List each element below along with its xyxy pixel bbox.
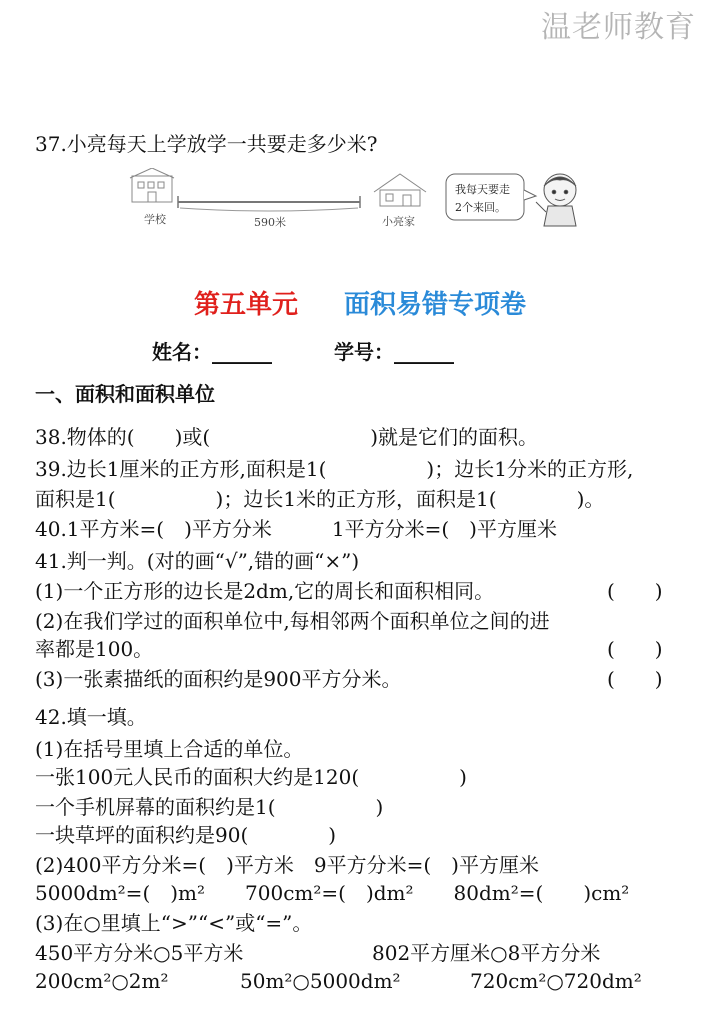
- boy-icon: [536, 174, 576, 226]
- question-39-line-2: 面积是1( )；边长1米的正方形，面积是1( )。: [35, 487, 605, 511]
- question-42-2a: (2)400平方分米=( )平方米 9平方分米=( )平方厘米: [35, 853, 539, 877]
- section-heading: 一、面积和面积单位: [35, 382, 215, 406]
- bubble-line-2: 2个来回。: [455, 201, 506, 214]
- question-40: 40.1平方米=( )平方分米 1平方分米=( )平方厘米: [35, 517, 557, 541]
- distance-label: 590米: [254, 216, 286, 229]
- school-icon: [130, 168, 174, 202]
- question-42-1a: 一张100元人民币的面积大约是120( ): [35, 765, 467, 789]
- answer-paren-41-3[interactable]: ( ): [607, 667, 663, 691]
- question-42-1: (1)在括号里填上合适的单位。: [35, 737, 304, 761]
- compare-1-left: 450平方分米○5平方米: [35, 941, 244, 965]
- question-42-1c: 一块草坪的面积约是90( ): [35, 823, 337, 847]
- question-37: 37.小亮每天上学放学一共要走多少米?: [35, 132, 378, 156]
- question-41: 41.判一判。(对的画“√”,错的画“×”): [35, 549, 360, 573]
- answer-paren-41-2[interactable]: ( ): [607, 637, 663, 661]
- name-field[interactable]: 姓名：______: [152, 340, 272, 364]
- question-41-2-line-2: 率都是100。: [35, 637, 154, 661]
- distance-figure: [128, 168, 588, 234]
- watermark: 温老师教育: [541, 10, 696, 45]
- id-field[interactable]: 学号：______: [334, 340, 454, 364]
- question-42: 42.填一填。: [35, 705, 147, 729]
- compare-2-b: 50m²○5000dm²: [240, 969, 401, 993]
- student-info: [152, 336, 454, 365]
- compare-1-right: 802平方厘米○8平方分米: [372, 941, 601, 965]
- question-39-line-1: 39.边长1厘米的正方形,面积是1( )；边长1分米的正方形,: [35, 457, 634, 481]
- home-label: 小亮家: [382, 215, 415, 228]
- bubble-line-1: 我每天要走: [455, 183, 510, 196]
- question-41-1: (1)一个正方形的边长是2dm,它的周长和面积相同。: [35, 579, 495, 603]
- question-41-3: (3)一张素描纸的面积约是900平方分米。: [35, 667, 402, 691]
- question-42-3: (3)在○里填上“>”“<”或“=”。: [35, 911, 313, 935]
- question-42-1b: 一个手机屏幕的面积约是1( ): [35, 795, 384, 819]
- question-38: 38.物体的( )或( )就是它们的面积。: [35, 425, 539, 449]
- compare-2-c: 720cm²○720dm²: [470, 969, 642, 993]
- house-icon: [374, 174, 426, 206]
- unit-title: [0, 284, 720, 321]
- unit-label: 第五单元: [193, 290, 298, 320]
- school-label: 学校: [144, 213, 166, 226]
- paper-title: 面积易错专项卷: [344, 290, 527, 320]
- answer-paren-41-1[interactable]: ( ): [607, 579, 663, 603]
- question-41-2-line-1: (2)在我们学过的面积单位中,每相邻两个面积单位之间的进: [35, 609, 550, 633]
- question-42-2b: 5000dm²=( )m² 700cm²=( )dm² 80dm²=( )cm²: [35, 881, 630, 905]
- compare-2-a: 200cm²○2m²: [35, 969, 169, 993]
